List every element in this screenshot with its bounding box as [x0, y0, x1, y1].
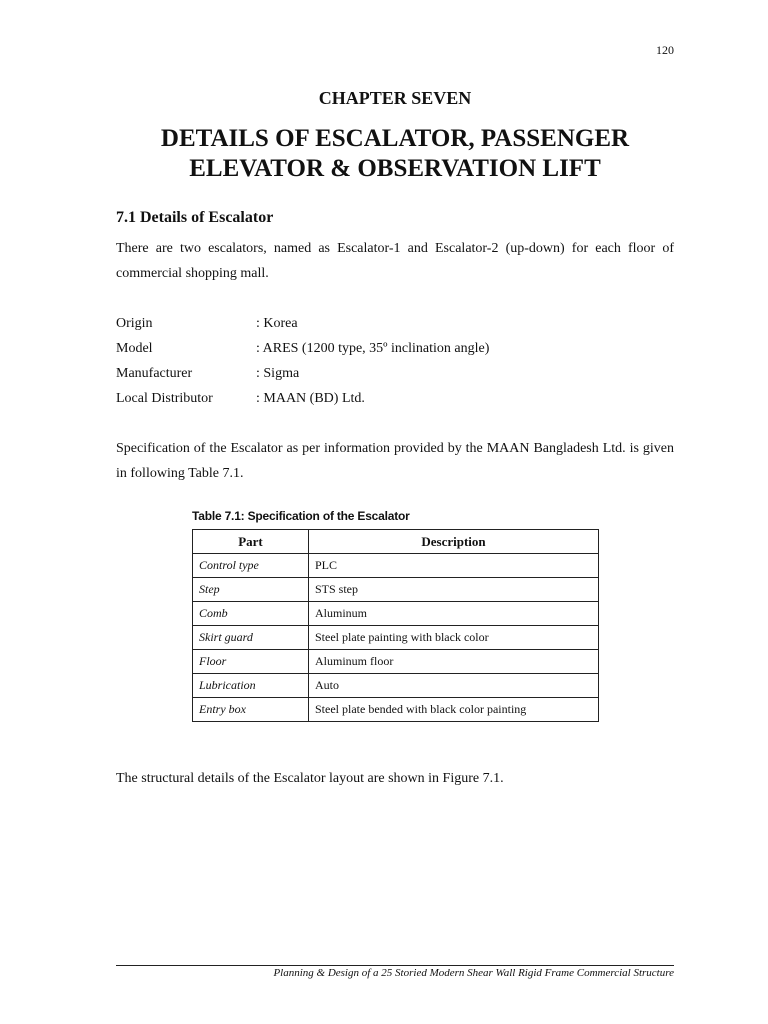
specification-paragraph: Specification of the Escalator as per information provided by the MAAN Bangladesh Ltd. is given in following Table 7.1.: [116, 441, 674, 481]
part-cell: Skirt guard: [193, 626, 309, 650]
info-value: : Sigma: [256, 366, 300, 381]
table-row: [193, 698, 599, 722]
chapter-title-line-1: DETAILS OF ESCALATOR, PASSENGER: [160, 125, 630, 152]
table-row: [193, 554, 599, 578]
part-cell: Floor: [193, 650, 309, 674]
page-number: 120: [656, 43, 674, 57]
part-cell: Lubrication: [193, 674, 309, 698]
description-cell: Aluminum: [309, 602, 599, 626]
table-caption: Table 7.1: Specification of the Escalator: [192, 509, 410, 523]
table-row: [193, 674, 599, 698]
info-key: Model: [116, 341, 153, 356]
chapter-label: CHAPTER SEVEN: [318, 88, 472, 108]
description-cell: Aluminum floor: [309, 650, 599, 674]
info-key: Origin: [116, 316, 153, 331]
description-cell: PLC: [309, 554, 599, 578]
description-cell: Steel plate painting with black color: [309, 626, 599, 650]
info-value: : MAAN (BD) Ltd.: [256, 391, 365, 406]
footer-text: Planning & Design of a 25 Storied Modern Shear Wall Rigid Frame Commercial Structure: [273, 967, 674, 979]
part-cell: Entry box: [193, 698, 309, 722]
info-row-model: [116, 336, 489, 361]
table-row: [193, 650, 599, 674]
table-row: [193, 626, 599, 650]
section-heading: 7.1 Details of Escalator: [116, 209, 274, 226]
intro-paragraph: There are two escalators, named as Escalator-1 and Escalator-2 (up-down) for each floor of commercial shopping mall.: [116, 241, 674, 281]
info-value: : Korea: [256, 316, 298, 331]
info-value: : ARES (1200 type, 35º inclination angle): [256, 341, 490, 356]
column-header-part: Part: [193, 530, 309, 554]
info-key: Local Distributor: [116, 391, 213, 406]
table-row: [193, 602, 599, 626]
info-row-manufacturer: [116, 361, 489, 386]
escalator-spec-table: [192, 529, 599, 722]
structural-paragraph: The structural details of the Escalator layout are shown in Figure 7.1.: [116, 771, 504, 786]
description-cell: Auto: [309, 674, 599, 698]
chapter-title: [0, 124, 768, 184]
info-row-local-distributor: [116, 386, 489, 411]
part-cell: Comb: [193, 602, 309, 626]
chapter-title-line-2: ELEVATOR & OBSERVATION LIFT: [189, 155, 601, 182]
escalator-info-list: [116, 311, 489, 411]
info-key: Manufacturer: [116, 366, 193, 381]
description-cell: STS step: [309, 578, 599, 602]
description-cell: Steel plate bended with black color painting: [309, 698, 599, 722]
table-row: [193, 578, 599, 602]
table-header-row: [193, 530, 599, 554]
info-row-origin: [116, 311, 489, 336]
part-cell: Control type: [193, 554, 309, 578]
part-cell: Step: [193, 578, 309, 602]
footer-rule: [116, 965, 674, 966]
column-header-description: Description: [309, 530, 599, 554]
